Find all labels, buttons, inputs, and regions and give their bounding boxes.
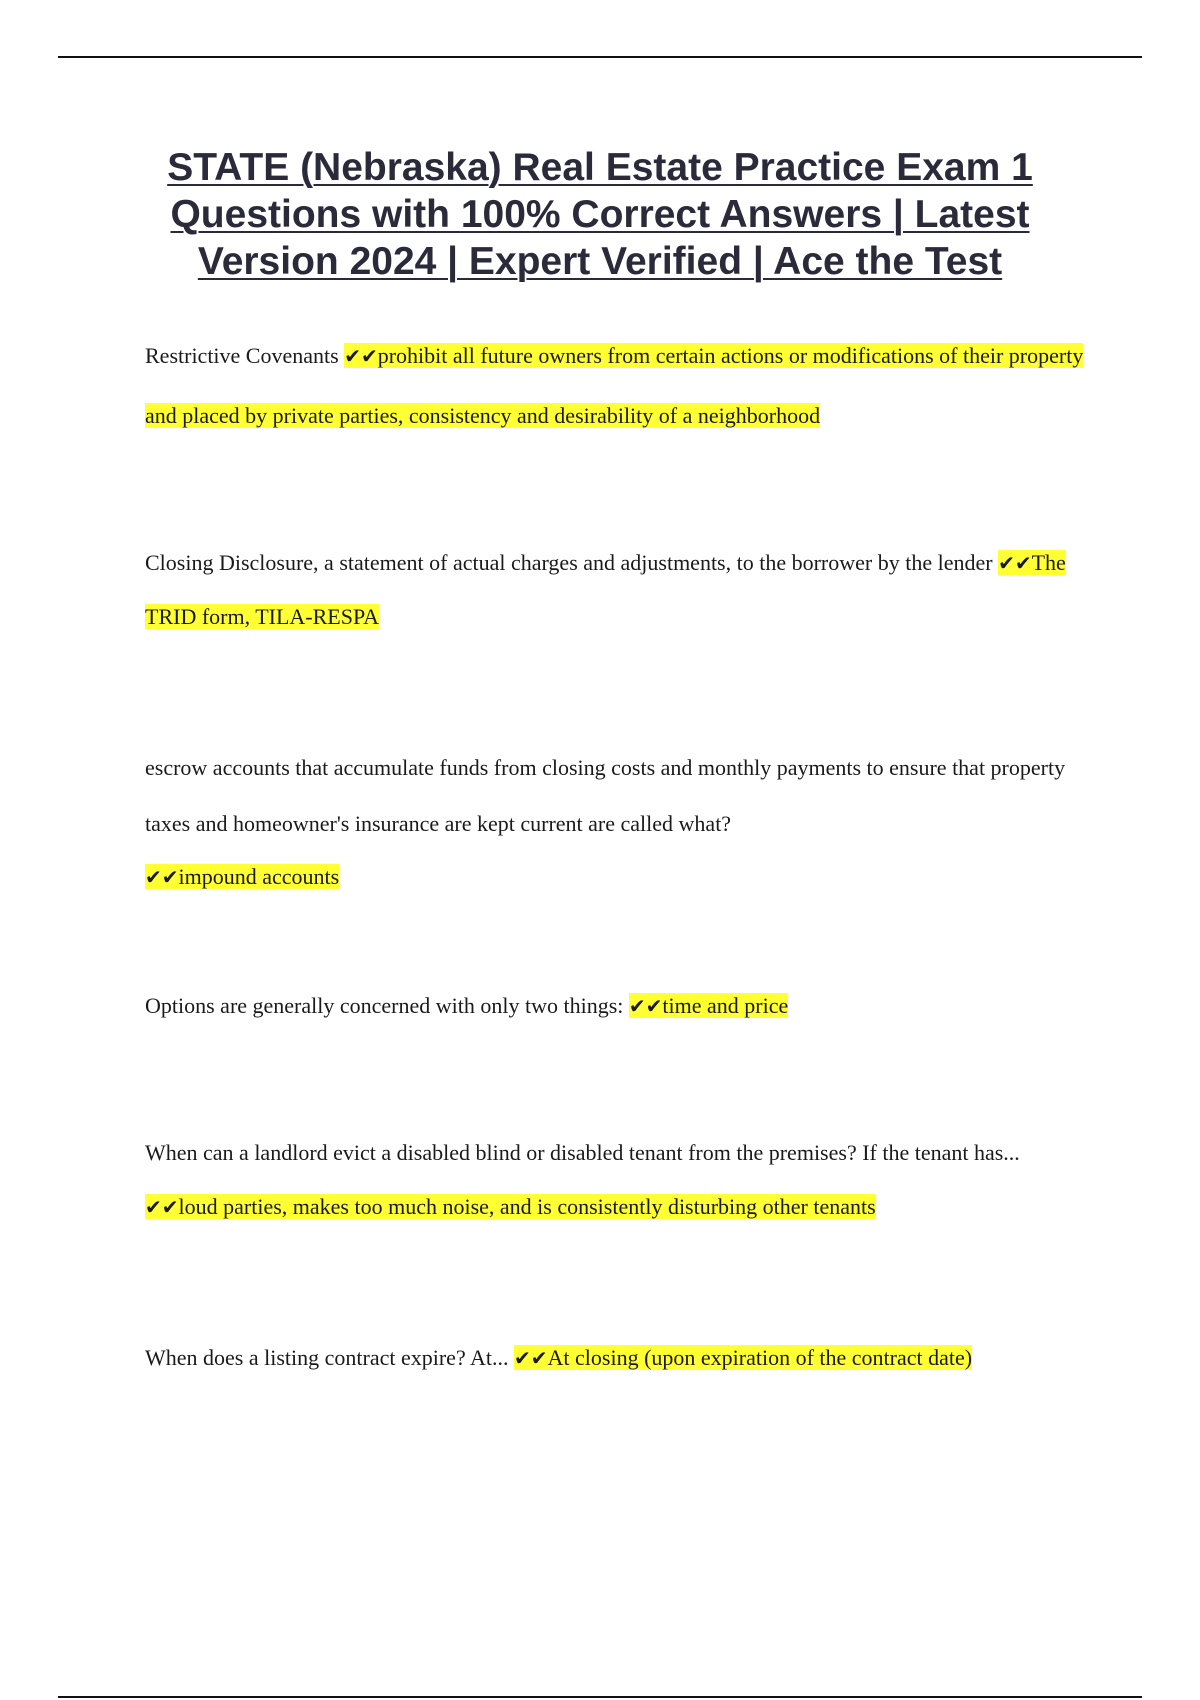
qa-item [145,1330,1085,1386]
document-title: STATE (Nebraska) Real Estate Practice Exam 1 Questions with 100% Correct Answers | Latest Version 2024 | Expert Verified | Ace the Test [167,146,1033,283]
answer-highlight [145,1194,876,1219]
answer-highlight [629,993,788,1018]
question-text: When can a landlord evict a disabled blind or disabled tenant from the premises? If the tenant has... [145,1140,1020,1165]
question-text: escrow accounts that accumulate funds from closing costs and monthly payments to ensure that property taxes and homeowner's insurance are kept current are called what? [145,755,1066,836]
qa-item [145,536,1085,644]
qa-item [145,978,1085,1034]
top-rule [58,56,1142,58]
qa-item [145,740,1085,902]
question-text: Options are generally concerned with only two things: [145,993,629,1018]
answer-highlight [145,864,339,889]
double-check-icon: ✔✔ [998,551,1032,575]
answer-text: The TRID form, TILA-RESPA [145,550,1066,629]
bottom-rule [58,1696,1142,1698]
question-text: Closing Disclosure, a statement of actual charges and adjustments, to the borrower by the lender [145,550,999,575]
answer-text: time and price [662,993,789,1018]
double-check-icon: ✔✔ [628,994,663,1018]
answer-line [145,852,1085,902]
question-text: When does a listing contract expire? At... [145,1345,514,1370]
double-check-icon: ✔✔ [344,344,378,368]
answer-text: prohibit all future owners from certain actions or modifications of their property and placed by private parties, consistency and desirability of a neighborhood [145,343,1084,428]
answer-text: loud parties, makes too much noise, and is consistently disturbing other tenants [178,1194,876,1219]
question-text: Restrictive Covenants [145,343,345,368]
answer-text: At closing (upon expiration of the contract date) [547,1345,973,1370]
qa-item [145,1126,1085,1234]
qa-item [145,326,1085,446]
double-check-icon: ✔✔ [145,865,179,889]
double-check-icon: ✔✔ [514,1346,548,1370]
answer-text: impound accounts [178,864,340,889]
double-check-icon: ✔✔ [145,1195,179,1219]
answer-highlight [514,1345,972,1370]
